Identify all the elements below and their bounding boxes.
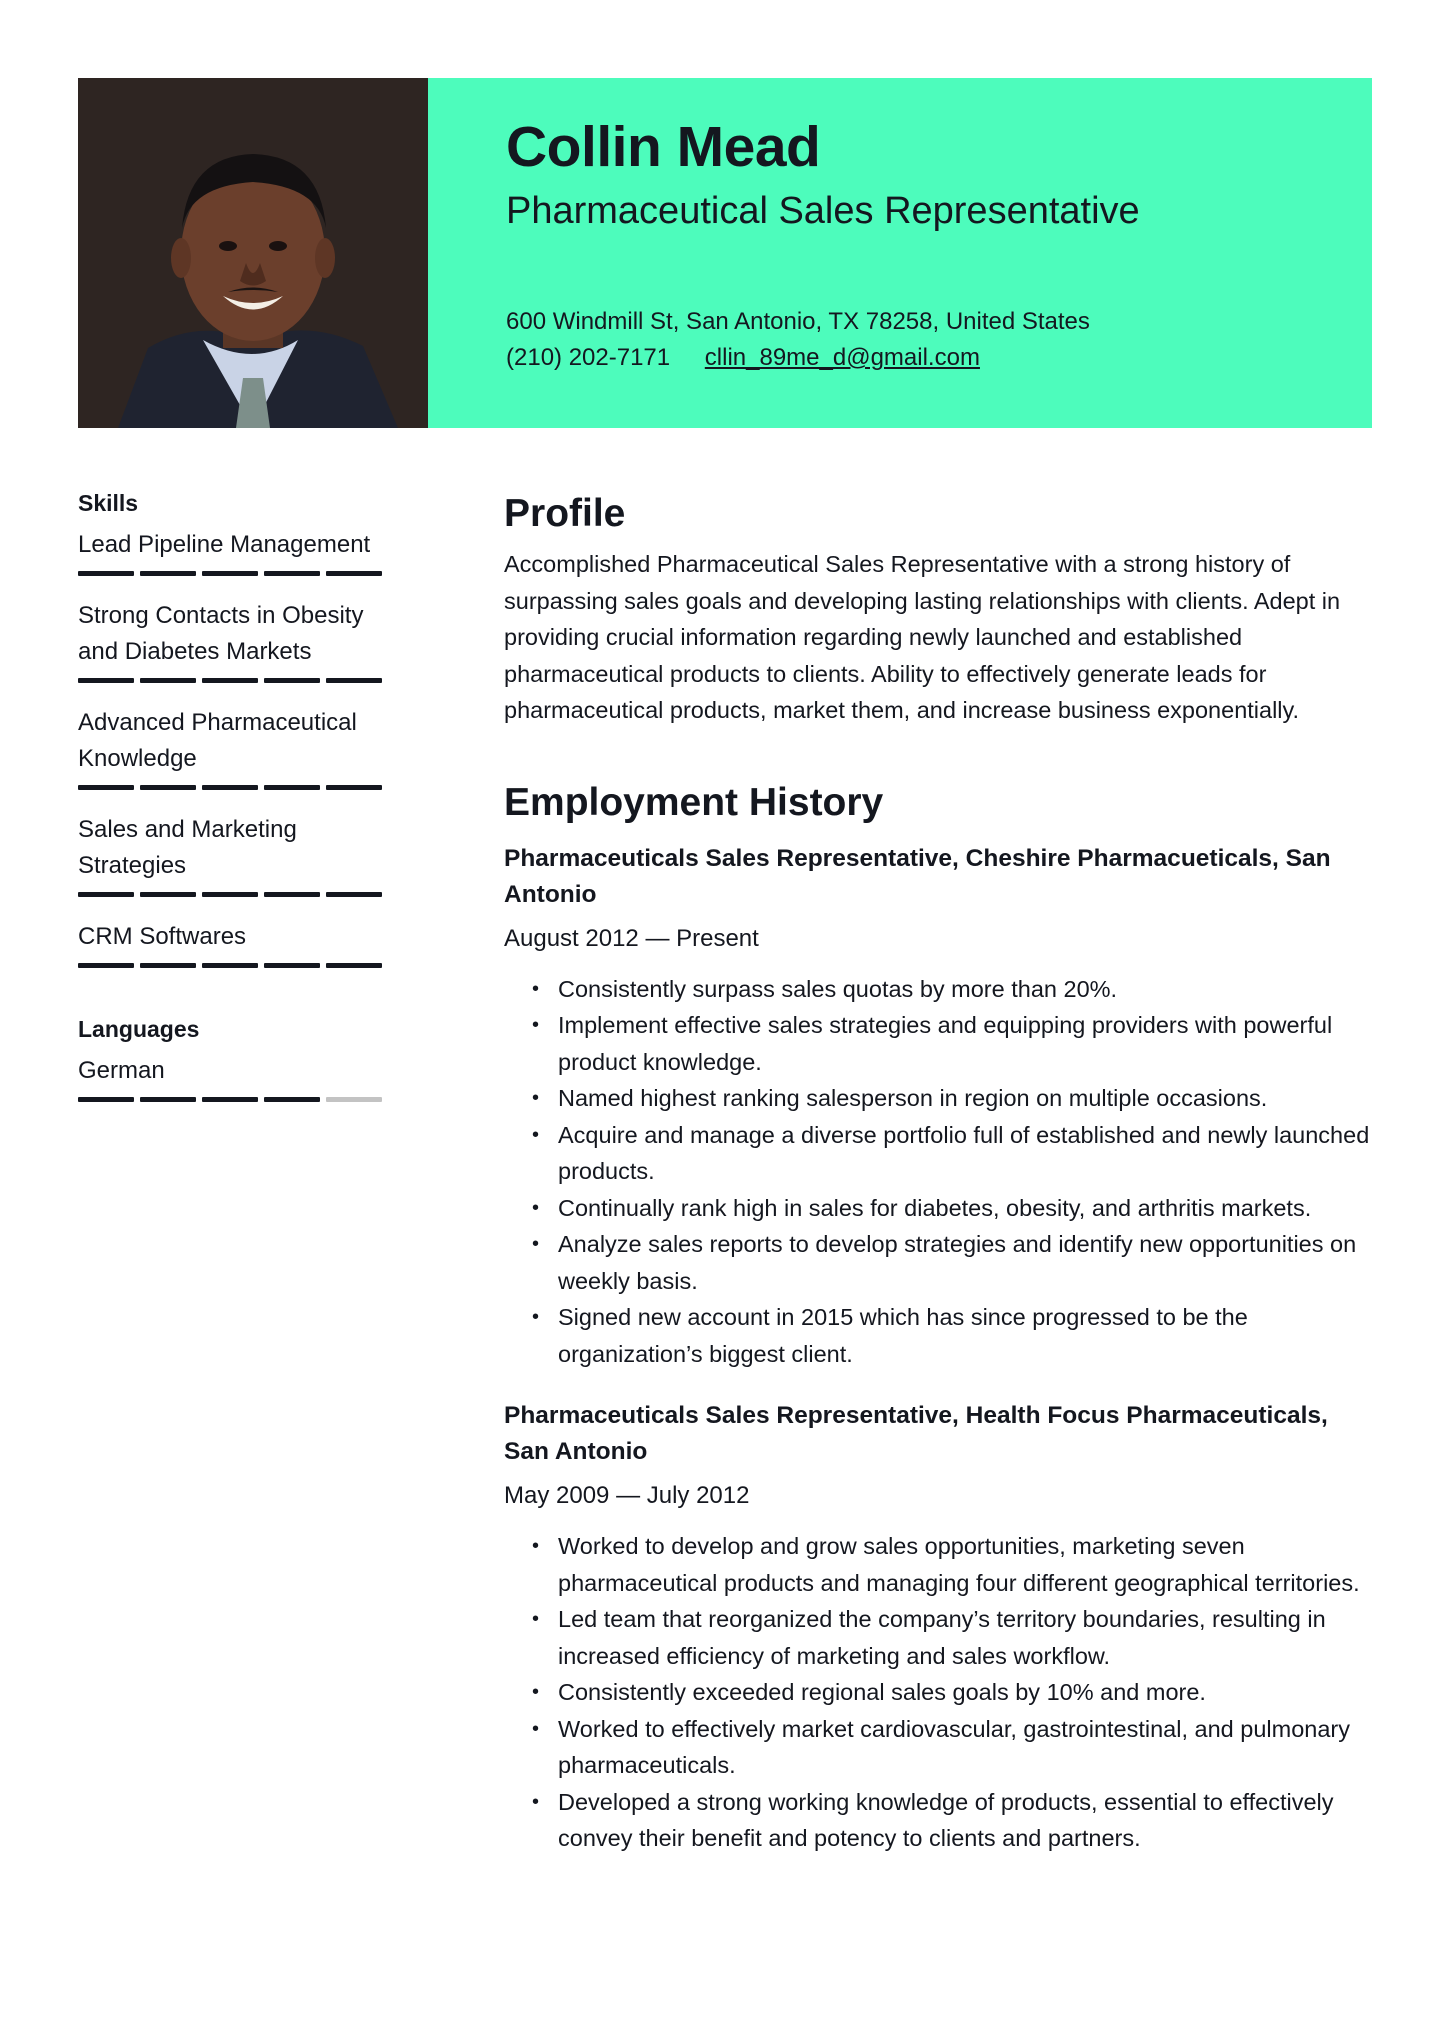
language-name: German <box>78 1057 165 1084</box>
skill-level-bar <box>78 892 386 897</box>
skill-level-bar <box>78 963 386 968</box>
level-segment <box>78 678 134 683</box>
level-segment <box>202 571 258 576</box>
skill-level-bar <box>78 785 386 790</box>
bullet-item: • Worked to develop and grow sales opportunities, marketing seven pharmaceutical products and managing four different geographical territories. <box>504 1528 1372 1601</box>
level-segment <box>202 1097 258 1102</box>
level-segment <box>326 678 382 683</box>
bullet-item: • Consistently exceeded regional sales goals by 10% and more. <box>504 1674 1372 1711</box>
level-segment <box>264 892 320 897</box>
profile-heading: Profile <box>504 492 626 535</box>
level-segment <box>140 963 196 968</box>
level-segment <box>78 963 134 968</box>
sidebar <box>78 490 386 1124</box>
language-item <box>78 1053 386 1102</box>
bullet-item: • Acquire and manage a diverse portfolio full of established and newly launched products. <box>504 1117 1372 1190</box>
level-segment <box>326 892 382 897</box>
job-entry <box>504 1398 1372 1857</box>
bullet-item: • Named highest ranking salesperson in region on multiple occasions. <box>504 1080 1372 1117</box>
job-entry <box>504 841 1372 1373</box>
level-segment <box>140 571 196 576</box>
profile-text: Accomplished Pharmaceutical Sales Representative with a strong history of surpassing sales goals and developing lasting relationships with clients. Adept in providing crucial information regarding newly launched and established pharmaceutical products to clients. Ability to effectively generate leads for pharmaceutical products, market them, and increase business exponentially. <box>504 551 1341 723</box>
skill-item <box>78 812 386 897</box>
level-segment <box>202 678 258 683</box>
skills-list <box>78 527 386 968</box>
phone: (210) 202-7171 <box>506 344 671 371</box>
candidate-name: Collin Mead <box>506 115 821 179</box>
bullet-item: • Continually rank high in sales for diabetes, obesity, and arthritis markets. <box>504 1190 1372 1227</box>
skill-item <box>78 527 386 576</box>
bullet-item: • Implement effective sales strategies and equipping providers with powerful product knowledge. <box>504 1007 1372 1080</box>
level-segment <box>140 785 196 790</box>
skill-name: CRM Softwares <box>78 923 247 950</box>
skill-name: Lead Pipeline Management <box>78 531 371 558</box>
level-segment <box>326 963 382 968</box>
level-segment <box>326 571 382 576</box>
level-segment <box>78 1097 134 1102</box>
level-segment <box>78 785 134 790</box>
languages-list <box>78 1053 386 1102</box>
skill-level-bar <box>78 678 386 683</box>
level-segment <box>264 963 320 968</box>
header-banner <box>428 78 1372 428</box>
job-dates: May 2009 — July 2012 <box>504 1482 750 1509</box>
level-segment <box>140 1097 196 1102</box>
job-title: Pharmaceuticals Sales Representative, Cheshire Pharmacueticals, San Antonio <box>504 844 1331 908</box>
bullet-item: • Analyze sales reports to develop strategies and identify new opportunities on weekly basis. <box>504 1226 1372 1299</box>
bullet-item: • Led team that reorganized the company’s territory boundaries, resulting in increased efficiency of marketing and sales workflow. <box>504 1601 1372 1674</box>
bullet-item: • Signed new account in 2015 which has since progressed to be the organization’s biggest client. <box>504 1299 1372 1372</box>
skill-name: Sales and Marketing Strategies <box>78 816 297 879</box>
job-bullets <box>504 971 1372 1373</box>
language-level-bar <box>78 1097 386 1102</box>
level-segment <box>202 785 258 790</box>
level-segment <box>202 963 258 968</box>
level-segment <box>78 571 134 576</box>
portrait-illustration <box>78 78 428 428</box>
level-segment <box>264 1097 320 1102</box>
level-segment <box>264 785 320 790</box>
level-segment <box>140 892 196 897</box>
employment-heading: Employment History <box>504 780 884 824</box>
level-segment <box>140 678 196 683</box>
languages-heading: Languages <box>78 1016 200 1042</box>
skill-name: Strong Contacts in Obesity and Diabetes Markets <box>78 602 364 665</box>
level-segment <box>264 571 320 576</box>
level-segment <box>264 678 320 683</box>
job-dates: August 2012 — Present <box>504 924 759 952</box>
profile-photo <box>78 78 428 428</box>
bullet-item: • Developed a strong working knowledge of products, essential to effectively convey their benefit and potency to clients and partners. <box>504 1784 1372 1857</box>
bullet-item: • Worked to effectively market cardiovascular, gastrointestinal, and pulmonary pharmaceuticals. <box>504 1711 1372 1784</box>
contact-row <box>506 344 980 372</box>
skill-level-bar <box>78 571 386 576</box>
level-segment <box>326 785 382 790</box>
resume-header <box>78 78 1372 428</box>
skill-name: Advanced Pharmaceutical Knowledge <box>78 709 357 772</box>
address: 600 Windmill St, San Antonio, TX 78258, United States <box>506 308 1090 335</box>
main-content <box>504 486 1372 1857</box>
bullet-item: • Consistently surpass sales quotas by more than 20%. <box>504 971 1372 1008</box>
level-segment <box>78 892 134 897</box>
email-link[interactable]: cllin_89me_d@gmail.com <box>704 344 980 371</box>
candidate-role: Pharmaceutical Sales Representative <box>506 190 1140 232</box>
job-title: Pharmaceuticals Sales Representative, Health Focus Pharmaceuticals, San Antonio <box>504 1402 1328 1465</box>
skills-heading: Skills <box>78 490 139 516</box>
level-segment <box>326 1097 382 1102</box>
skill-item <box>78 919 386 968</box>
languages-section <box>78 1016 386 1102</box>
skill-item <box>78 705 386 790</box>
job-bullets <box>504 1528 1372 1857</box>
skill-item <box>78 598 386 683</box>
level-segment <box>202 892 258 897</box>
